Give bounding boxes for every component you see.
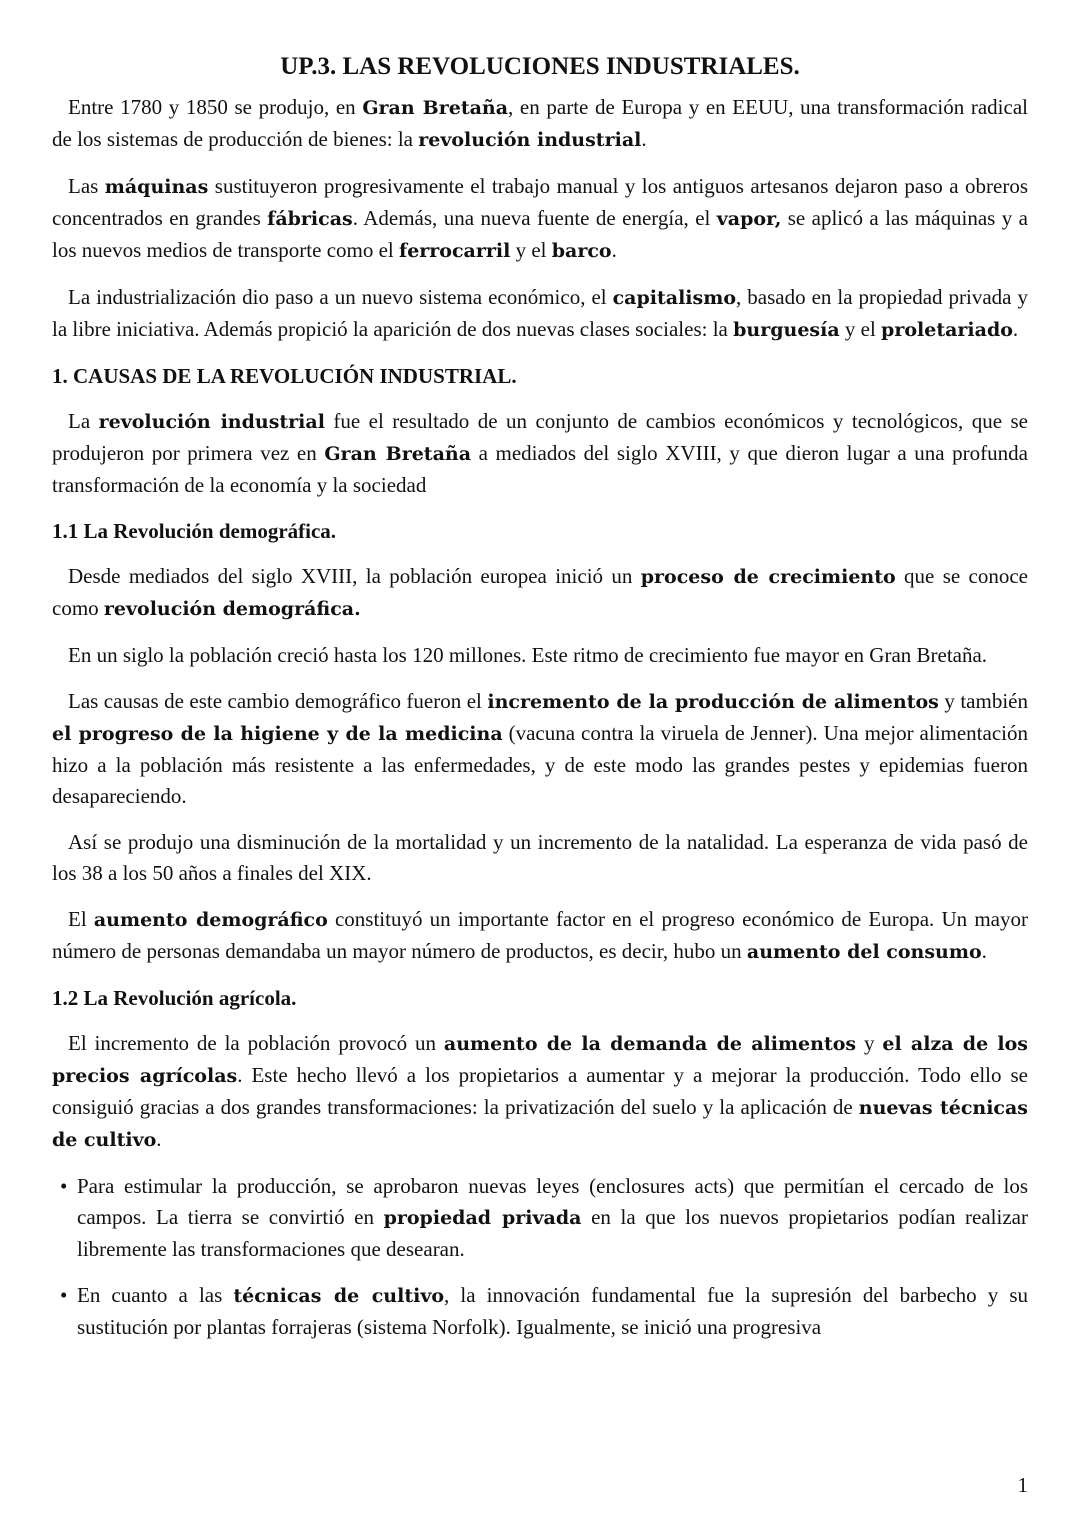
- subsection-heading-agricola: 1.2 La Revolución agrícola.: [52, 986, 297, 1010]
- section-paragraph: El aumento demográfico constituyó un importante factor en el progreso económico de Europa. Un mayor número de personas demandaba un mayor número de productos, es decir, hubo un aumento del consumo.: [52, 907, 1028, 963]
- bullet-item: • En cuanto a las técnicas de cultivo, la innovación fundamental fue la supresión del barbecho y su sustitución por plantas forrajeras (sistema Norfolk). Igualmente, se inició una progresiva: [52, 1280, 1028, 1343]
- intro-paragraph: La industrialización dio paso a un nuevo sistema económico, el capitalismo, basado en la propiedad privada y la libre iniciativa. Además propició la aparición de dos nuevas clases sociales: la burguesía y el proletariado.: [52, 285, 1028, 341]
- section-paragraph: Así se produjo una disminución de la mortalidad y un incremento de la natalidad. La esperanza de vida pasó de los 38 a los 50 años a finales del XIX.: [52, 830, 1028, 885]
- bold-term: propiedad privada: [383, 1207, 582, 1229]
- bold-term: fábricas: [267, 208, 353, 230]
- bold-term: revolución industrial: [98, 411, 325, 433]
- section-heading-causas: 1. CAUSAS DE LA REVOLUCIÓN INDUSTRIAL.: [52, 364, 517, 388]
- bullet-list: [52, 1171, 1028, 1343]
- bold-term: proletariado: [881, 319, 1013, 341]
- bold-term: técnicas de cultivo: [233, 1285, 445, 1307]
- bold-term: revolución industrial: [418, 129, 642, 151]
- bold-term: proceso de crecimiento: [640, 566, 896, 588]
- intro-paragraph: Las máquinas sustituyeron progresivamente el trabajo manual y los antiguos artesanos dejaron paso a obreros concentrados en grandes fábricas. Además, una nueva fuente de energía, el vapor, se aplicó a las máquinas y a los nuevos medios de transporte como el ferrocarril y el barco.: [52, 174, 1028, 262]
- bullet-item: • Para estimular la producción, se aprobaron nuevas leyes (enclosures acts) que permitían el cercado de los campos. La tierra se convirtió en propiedad privada en la que los nuevos propietarios podían realizar libremente las transformaciones que desearan.: [52, 1171, 1028, 1265]
- bold-term: barco: [551, 240, 612, 262]
- intro-paragraph: Entre 1780 y 1850 se produjo, en Gran Bretaña, en parte de Europa y en EEUU, una transformación radical de los sistemas de producción de bienes: la revolución industrial.: [52, 95, 1028, 151]
- bold-term: revolución demográfica.: [103, 598, 361, 620]
- bold-term: Gran Bretaña: [362, 97, 509, 119]
- section-paragraph: Desde mediados del siglo XVIII, la población europea inició un proceso de crecimiento que se conoce como revolución demográfica.: [52, 564, 1028, 620]
- section-paragraph: Las causas de este cambio demográfico fueron el incremento de la producción de alimentos y también el progreso de la higiene y de la medicina (vacuna contra la viruela de Jenner). Una mejor alimentación hizo a la población más resistente a las enfermedades, y de este modo las grandes pestes y epidemias fueron desapareciendo.: [52, 689, 1028, 808]
- section-paragraph: El incremento de la población provocó un aumento de la demanda de alimentos y el alza de los precios agrícolas. Este hecho llevó a los propietarios a aumentar y a mejorar la producción. Todo ello se consiguió gracias a dos grandes transformaciones: la privatización del suelo y la aplicación de nuevas técnicas de cultivo.: [52, 1031, 1028, 1151]
- bold-term: vapor,: [716, 208, 782, 230]
- bold-term: capitalismo: [612, 287, 736, 309]
- section-paragraph: En un siglo la población creció hasta los 120 millones. Este ritmo de crecimiento fue mayor en Gran Bretaña.: [68, 643, 988, 667]
- document-title: UP.3. LAS REVOLUCIONES INDUSTRIALES.: [280, 53, 800, 80]
- subsection-heading-demografica: 1.1 La Revolución demográfica.: [52, 519, 337, 543]
- bold-term: ferrocarril: [399, 240, 511, 262]
- bold-term: el progreso de la higiene y de la medicina: [52, 723, 503, 745]
- bold-term: el alza de los precios agrícolas: [52, 1033, 1028, 1087]
- bold-term: burguesía: [733, 319, 840, 341]
- bold-term: aumento del consumo: [746, 941, 982, 963]
- bold-term: aumento de la demanda de alimentos: [443, 1033, 857, 1055]
- bold-term: aumento demográfico: [93, 909, 328, 931]
- page-number: 1: [1017, 1473, 1028, 1497]
- section-paragraph: La revolución industrial fue el resultado de un conjunto de cambios económicos y tecnológicos, que se produjeron por primera vez en Gran Bretaña a mediados del siglo XVIII, y que dieron lugar a una profunda transformación de la economía y la sociedad: [52, 409, 1029, 497]
- document-page: [52, 52, 1028, 1358]
- bold-term: Gran Bretaña: [324, 443, 472, 465]
- bold-term: nuevas técnicas de cultivo: [52, 1097, 1028, 1151]
- bold-term: máquinas: [104, 176, 209, 198]
- bold-term: incremento de la producción de alimentos: [487, 691, 939, 713]
